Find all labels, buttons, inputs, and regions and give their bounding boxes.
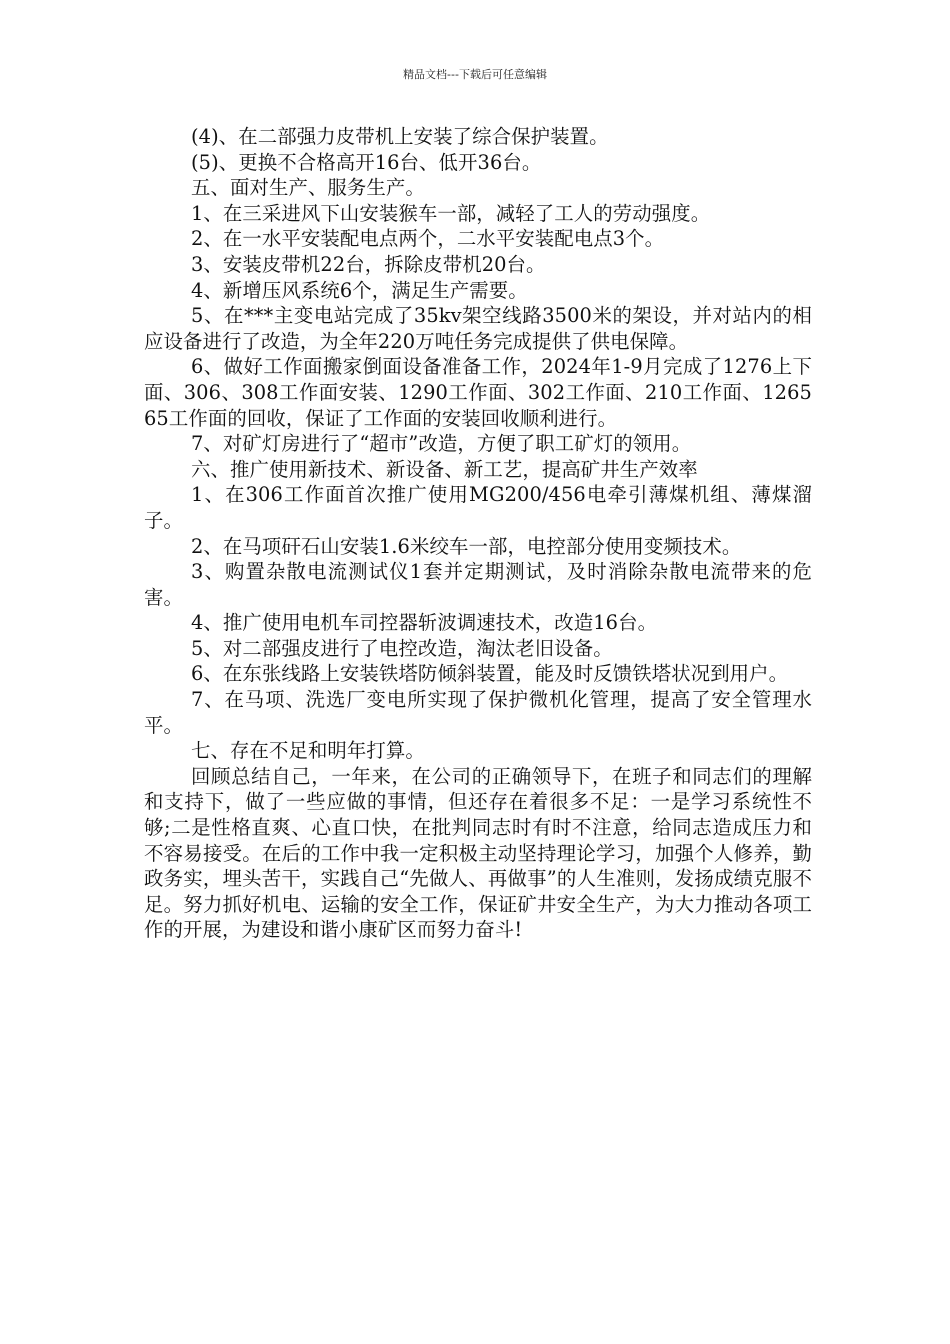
paragraph: (4)、在二部强力皮带机上安装了综合保护装置。 bbox=[191, 125, 609, 148]
paragraph: 2、在马项矸石山安装1.6米绞车一部，电控部分使用变频技术。 bbox=[191, 534, 742, 558]
document-body bbox=[144, 124, 812, 943]
paragraph: 5、对二部强皮进行了电控改造，淘汰老旧设备。 bbox=[191, 636, 613, 660]
paragraph: 5、在***主变电站完成了35kv架空线路3500米的架设，并对站内的相应设备进行了改造，为全年220万吨任务完成提供了供电保障。 bbox=[144, 304, 812, 353]
paragraph: 1、在306工作面首次推广使用MG200/456电牵引薄煤机组、薄煤溜子。 bbox=[144, 483, 812, 532]
paragraph: 回顾总结自己，一年来，在公司的正确领导下，在班子和同志们的理解和支持下，做了一些应做的事情，但还存在着很多不足：一是学习系统性不够;二是性格直爽、心直口快，在批判同志时有时不注意，给同志造成压力和不容易接受。在后的工作中我一定积极主动坚持理论学习，加强个人修养，勤政务实，埋头苦干，实践自己“先做人、再做事”的人生准则，发扬成绩克服不足。努力抓好机电、运输的安全工作，保证矿井安全生产，为大力推动各项工作的开展，为建设和谐小康矿区而努力奋斗! bbox=[144, 764, 812, 942]
section-heading: 七、存在不足和明年打算。 bbox=[191, 739, 425, 763]
paragraph: 7、在马项、洗选厂变电所实现了保护微机化管理，提高了安全管理水平。 bbox=[144, 688, 812, 737]
paragraph: (5)、更换不合格高开16台、低开36台。 bbox=[191, 150, 542, 174]
paragraph: 7、对矿灯房进行了“超市”改造，方便了职工矿灯的领用。 bbox=[191, 432, 692, 456]
paragraph: 4、新增压风系统6个，满足生产需要。 bbox=[191, 278, 528, 302]
paragraph: 3、购置杂散电流测试仪1套并定期测试，及时消除杂散电流带来的危害。 bbox=[144, 560, 812, 609]
paragraph: 6、在东张线路上安装铁塔防倾斜装置，能及时反馈铁塔状况到用户。 bbox=[191, 662, 789, 686]
paragraph: 1、在三采进风下山安装猴车一部，减轻了工人的劳动强度。 bbox=[191, 201, 711, 225]
paragraph: 3、安装皮带机22台，拆除皮带机20台。 bbox=[191, 252, 546, 276]
paragraph: 4、推广使用电机车司控器斩波调速技术，改造16台。 bbox=[191, 611, 658, 635]
page-header-note: 精品文档---下载后可任意编辑 bbox=[403, 68, 547, 81]
paragraph: 2、在一水平安装配电点两个，二水平安装配电点3个。 bbox=[191, 227, 665, 251]
section-heading: 五、面对生产、服务生产。 bbox=[191, 176, 425, 200]
section-heading: 六、推广使用新技术、新设备、新工艺，提高矿井生产效率 bbox=[191, 457, 698, 481]
paragraph: 6、做好工作面搬家倒面设备准备工作，2024年1-9月完成了1276上下面、306、308工作面安装、1290工作面、302工作面、210工作面、126565工作面的回收，保证了工作面的安装回收顺利进行。 bbox=[144, 355, 812, 430]
